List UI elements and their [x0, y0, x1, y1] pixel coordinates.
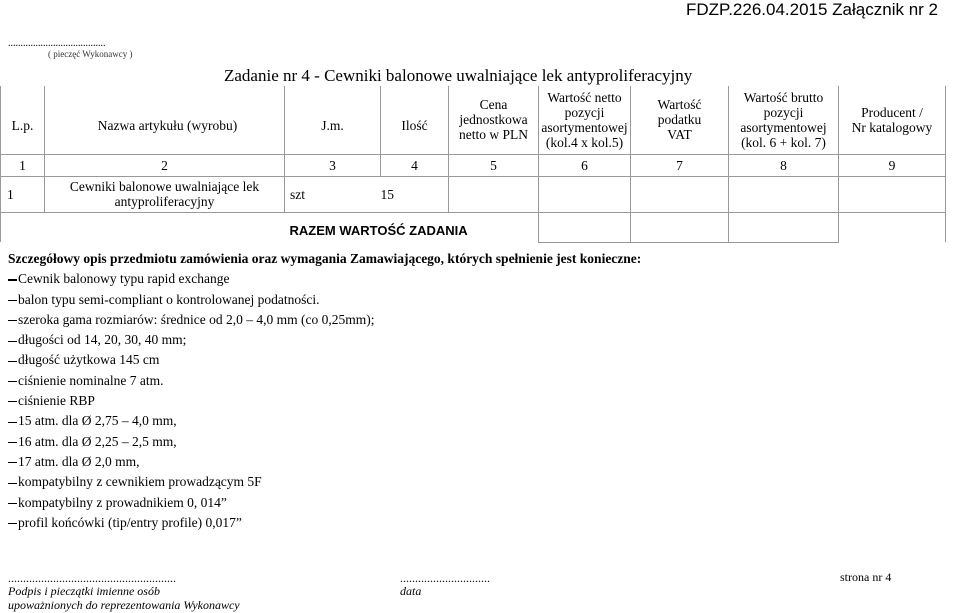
requirement-text: długość użytkowa 145 cm	[18, 352, 160, 368]
header-gross-line: Wartość brutto	[743, 89, 824, 105]
requirement-text: balon typu semi-compliant o kontrolowanej podatności.	[18, 291, 320, 307]
requirements-list	[8, 269, 641, 533]
total-spacer	[1, 212, 285, 242]
page-number: strona nr 4	[840, 570, 892, 584]
header-producer	[839, 86, 946, 154]
dash-bullet-icon	[8, 279, 17, 281]
header-producer-line: Producent /	[861, 104, 923, 120]
requirement-item	[8, 472, 641, 492]
requirement-text: Cewnik balonowy typu rapid exchange	[18, 271, 230, 287]
header-net-line: (kol.4 x kol.5)	[545, 134, 624, 150]
date-label: data	[400, 584, 422, 598]
header-qty: Ilość	[381, 86, 449, 154]
header-lp: L.p.	[1, 86, 45, 154]
dash-bullet-icon	[8, 523, 17, 524]
header-gross	[729, 86, 839, 154]
offer-table	[0, 86, 946, 243]
total-net[interactable]	[539, 212, 631, 242]
total-producer	[839, 212, 946, 242]
requirement-text: 17 atm. dla Ø 2,0 mm,	[18, 453, 140, 469]
dash-bullet-icon	[8, 503, 17, 504]
header-producer-line: Nr katalogowy	[851, 119, 933, 135]
header-vat-line: VAT	[667, 127, 692, 143]
col-number: 6	[539, 154, 631, 176]
header-price-line: jednostkowa	[459, 112, 528, 128]
requirement-text: ciśnienie RBP	[18, 393, 95, 409]
requirement-item	[8, 432, 641, 452]
header-price-line: netto w PLN	[459, 127, 528, 143]
dash-bullet-icon	[8, 341, 17, 342]
total-row	[1, 212, 946, 242]
row-unit: szt	[285, 176, 381, 212]
stamp-dots: .......................................	[8, 38, 106, 49]
col-number: 3	[285, 154, 381, 176]
row-name-line: Cewniki balonowe uwalniające lek	[69, 179, 260, 194]
row-gross[interactable]	[729, 176, 839, 212]
description-heading: Szczegółowy opis przedmiotu zamówienia oraz wymagania Zamawiającego, których spełnienie jest konieczne:	[8, 251, 642, 266]
header-unit: J.m.	[285, 86, 381, 154]
header-vat-line: podatku	[657, 112, 702, 128]
header-net-line: Wartość netto	[547, 89, 622, 105]
col-number: 5	[449, 154, 539, 176]
requirement-item	[8, 269, 641, 289]
total-label: RAZEM WARTOŚĆ ZADANIA	[289, 222, 468, 238]
dash-bullet-icon	[8, 442, 17, 443]
dash-bullet-icon	[8, 320, 17, 321]
dash-bullet-icon	[8, 462, 17, 463]
total-vat[interactable]	[631, 212, 729, 242]
signature-label-2: upoważnionych do reprezentowania Wykonawcy	[8, 598, 240, 612]
header-gross-line: pozycji	[763, 104, 804, 120]
requirement-item	[8, 493, 641, 513]
requirement-text: ciśnienie nominalne 7 atm.	[18, 372, 164, 388]
row-net[interactable]	[539, 176, 631, 212]
requirement-item	[8, 330, 641, 350]
row-qty: 15	[381, 176, 449, 212]
header-net	[539, 86, 631, 154]
header-price-line: Cena	[479, 97, 508, 113]
header-vat-line: Wartość	[657, 97, 702, 113]
header-vat	[631, 86, 729, 154]
description-block	[8, 249, 641, 533]
dash-bullet-icon	[8, 300, 17, 301]
requirement-item	[8, 411, 641, 431]
requirement-item	[8, 290, 641, 310]
header-gross-line: asortymentowej	[740, 119, 827, 135]
col-number: 2	[45, 154, 285, 176]
row-producer[interactable]	[839, 176, 946, 212]
requirement-item	[8, 513, 641, 533]
requirement-text: profil końcówki (tip/entry profile) 0,017”	[18, 514, 242, 530]
header-price	[449, 86, 539, 154]
col-number: 1	[1, 154, 45, 176]
table-header-row	[1, 86, 946, 154]
task-title: Zadanie nr 4 - Cewniki balonowe uwalniające lek antyproliferacyjny	[224, 66, 693, 85]
requirement-item	[8, 391, 641, 411]
dash-bullet-icon	[8, 422, 17, 423]
requirement-text: kompatybilny z cewnikiem prowadzącym 5F	[18, 474, 262, 490]
stamp-label: ( pieczęć Wykonawcy )	[48, 49, 133, 59]
header-name: Nazwa artykułu (wyrobu)	[45, 86, 285, 154]
dash-bullet-icon	[8, 401, 17, 402]
row-name	[45, 176, 285, 212]
requirement-text: długości od 14, 20, 30, 40 mm;	[18, 332, 187, 348]
requirement-text: 16 atm. dla Ø 2,25 – 2,5 mm,	[18, 433, 177, 449]
date-dots: ..............................	[400, 571, 490, 585]
signature-dots: ........................................................	[8, 571, 176, 585]
requirement-text: szeroka gama rozmiarów: średnice od 2,0 – 4,0 mm (co 0,25mm);	[18, 311, 375, 327]
col-number: 4	[381, 154, 449, 176]
row-vat[interactable]	[631, 176, 729, 212]
header-net-line: asortymentowej	[541, 119, 628, 135]
row-lp: 1	[1, 176, 45, 212]
dash-bullet-icon	[8, 361, 17, 362]
document-reference: FDZP.226.04.2015 Załącznik nr 2	[686, 0, 938, 19]
col-number: 7	[631, 154, 729, 176]
column-number-row	[1, 154, 946, 176]
total-gross[interactable]	[729, 212, 839, 242]
header-gross-line: (kol. 6 + kol. 7)	[741, 134, 826, 150]
row-name-line: antyproliferacyjny	[114, 194, 215, 209]
row-price[interactable]	[449, 176, 539, 212]
requirement-text: 15 atm. dla Ø 2,75 – 4,0 mm,	[18, 413, 177, 429]
requirement-item	[8, 452, 641, 472]
dash-bullet-icon	[8, 381, 17, 382]
table-row	[1, 176, 946, 212]
requirement-text: kompatybilny z prowadnikiem 0, 014”	[18, 494, 227, 510]
col-number: 8	[729, 154, 839, 176]
signature-label-1: Podpis i pieczątki imienne osób	[8, 584, 160, 598]
header-net-line: pozycji	[564, 104, 605, 120]
dash-bullet-icon	[8, 483, 17, 484]
requirement-item	[8, 310, 641, 330]
requirement-item	[8, 350, 641, 370]
requirement-item	[8, 371, 641, 391]
col-number: 9	[839, 154, 946, 176]
